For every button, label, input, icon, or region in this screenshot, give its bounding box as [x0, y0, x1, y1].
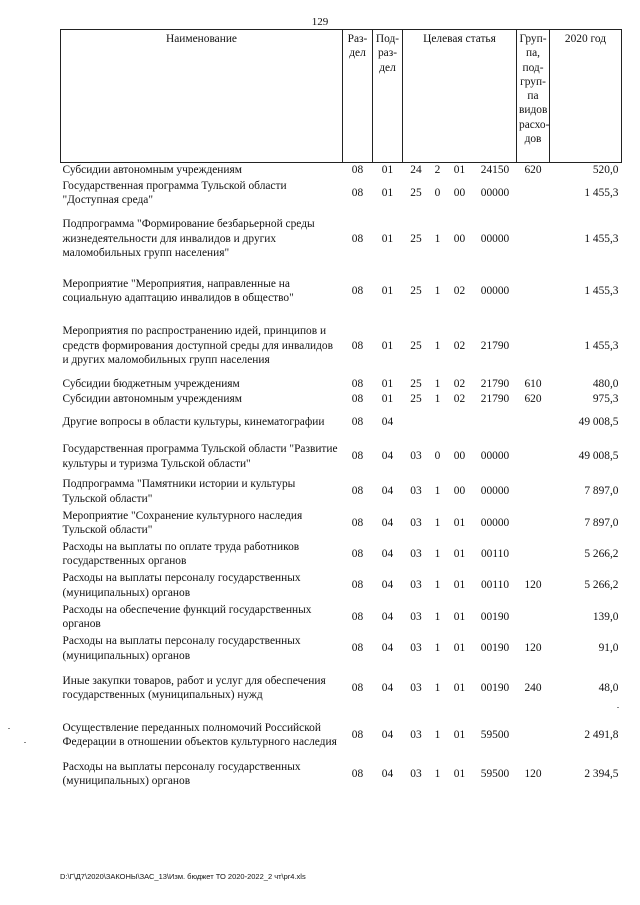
row-direction: 00110	[480, 579, 510, 592]
row-subprogram: 1	[434, 378, 441, 391]
row-name: Субсидии автономным учреждениям	[62, 164, 242, 176]
row-program: 03	[410, 547, 422, 560]
row-section: 08	[351, 681, 364, 694]
row-subprogram: 1	[434, 547, 441, 560]
row-subprogram: 1	[434, 485, 441, 498]
table-row	[61, 377, 622, 391]
row-direction: 00000	[480, 285, 510, 298]
row-direction: 00000	[480, 187, 510, 200]
scan-artifact	[617, 707, 619, 708]
row-group	[517, 177, 550, 209]
row-name: Государственная программа Тульской области "Развитие культуры и туризма Тульской области"	[62, 443, 338, 470]
row-name: Иные закупки товаров, работ и услуг для обеспечения государственных (муниципальных) нужд	[62, 674, 326, 701]
row-section: 08	[351, 339, 364, 352]
row-event: 01	[453, 681, 466, 694]
row-group	[517, 438, 550, 476]
row-subprogram: 1	[434, 392, 441, 405]
row-group	[517, 407, 550, 438]
row-program: 03	[410, 579, 422, 592]
table-row	[61, 712, 622, 759]
row-section: 08	[351, 392, 364, 405]
row-direction: 00190	[480, 610, 510, 623]
row-program: 25	[410, 339, 422, 352]
table-row	[61, 759, 622, 790]
row-name: Расходы на выплаты персоналу государственных (муниципальных) органов	[62, 572, 301, 599]
row-group: 120	[524, 579, 542, 592]
row-program: 24	[410, 164, 422, 176]
row-name: Осуществление переданных полномочий Российской Федерации в отношении объектов культурного наследия	[62, 721, 337, 748]
row-name: Расходы на выплаты по оплате труда работников государственных органов	[62, 540, 300, 567]
row-amount: 480,0	[592, 378, 619, 391]
row-direction: 21790	[480, 339, 510, 352]
row-subsection: 04	[381, 642, 394, 655]
row-subsection: 04	[381, 610, 394, 623]
row-event: 01	[453, 610, 466, 623]
table-row	[61, 539, 622, 570]
row-section: 08	[351, 642, 364, 655]
scan-artifact	[8, 728, 10, 729]
row-name: Субсидии автономным учреждениям	[62, 392, 242, 405]
row-section: 08	[351, 579, 364, 592]
table-row	[61, 268, 622, 314]
row-direction: 00190	[480, 681, 510, 694]
header-year: 2020 год	[550, 30, 622, 163]
row-direction: 00000	[480, 450, 510, 463]
table-body	[61, 163, 622, 790]
row-program: 25	[410, 285, 422, 298]
table-row	[61, 314, 622, 377]
footer-file-path: D:\Г\Д7\2020\ЗАКОНЫ\ЗАС_13\Изм. бюджет ТО 2020-2022_2 чт\pr4.xls	[60, 872, 306, 881]
row-name: Другие вопросы в области культуры, кинематографии	[62, 415, 325, 428]
row-name: Подпрограмма "Памятники истории и культуры Тульской области"	[62, 478, 296, 505]
row-subprogram: 1	[434, 339, 441, 352]
row-name: Расходы на обеспечение функций государственных органов	[62, 603, 312, 630]
row-section: 08	[351, 232, 364, 245]
row-subprogram: 1	[434, 610, 441, 623]
table-row	[61, 177, 622, 209]
row-subsection: 01	[381, 392, 394, 405]
header-group: Груп- па, под- груп- па видов расхо- дов	[517, 30, 550, 163]
row-subsection: 01	[381, 187, 394, 200]
row-group	[517, 602, 550, 633]
table-header-row	[61, 30, 622, 163]
row-section: 08	[351, 485, 364, 498]
row-name: Подпрограмма "Формирование безбарьерной среды жизнедеятельности для инвалидов и других маломобильных групп населения"	[62, 218, 315, 259]
row-group: 120	[524, 767, 542, 780]
row-subprogram: 1	[434, 579, 441, 592]
row-program: 03	[410, 516, 422, 529]
row-direction: 00110	[480, 547, 510, 560]
row-event: 01	[453, 547, 466, 560]
row-program: 25	[410, 392, 422, 405]
table-row	[61, 209, 622, 268]
row-group	[517, 209, 550, 268]
row-subsection: 01	[381, 378, 394, 391]
row-name: Субсидии бюджетным учреждениям	[62, 378, 240, 391]
row-program: 03	[410, 642, 422, 655]
row-section: 08	[351, 547, 364, 560]
row-subsection: 04	[381, 728, 394, 741]
row-event	[446, 407, 474, 438]
row-program: 25	[410, 232, 422, 245]
row-amount: 1 455,3	[584, 187, 619, 200]
row-amount: 520,0	[592, 164, 619, 176]
row-direction: 00000	[480, 516, 510, 529]
row-section: 08	[351, 187, 364, 200]
row-subsection: 04	[381, 450, 394, 463]
row-event: 01	[453, 642, 466, 655]
table-row	[61, 163, 622, 178]
row-subprogram: 1	[434, 767, 441, 780]
row-section: 08	[351, 415, 364, 428]
row-group: 120	[524, 642, 542, 655]
header-target-item: Целевая статья	[403, 30, 517, 163]
row-section: 08	[351, 450, 364, 463]
row-program: 25	[410, 378, 422, 391]
row-subsection: 04	[381, 485, 394, 498]
row-amount: 139,0	[592, 610, 619, 623]
row-amount: 1 455,3	[584, 339, 619, 352]
row-subprogram: 2	[434, 164, 441, 176]
row-program: 03	[410, 681, 422, 694]
budget-table	[60, 29, 622, 790]
row-program: 03	[410, 485, 422, 498]
row-subsection: 01	[381, 339, 394, 352]
row-section: 08	[351, 378, 364, 391]
row-section: 08	[351, 728, 364, 741]
row-subprogram: 1	[434, 232, 441, 245]
table-row	[61, 392, 622, 407]
scan-artifact	[24, 742, 26, 743]
table-row	[61, 476, 622, 508]
row-event: 00	[453, 232, 466, 245]
row-name: Расходы на выплаты персоналу государственных (муниципальных) органов	[62, 760, 301, 787]
row-amount: 7 897,0	[584, 485, 619, 498]
row-program	[403, 407, 430, 438]
row-event: 02	[453, 339, 466, 352]
row-direction: 59500	[480, 767, 510, 780]
row-amount: 48,0	[598, 681, 619, 694]
row-amount: 91,0	[598, 642, 619, 655]
row-subsection: 04	[381, 767, 394, 780]
row-amount: 1 455,3	[584, 232, 619, 245]
row-group	[517, 314, 550, 377]
row-event: 01	[453, 767, 466, 780]
row-event: 00	[453, 187, 466, 200]
row-program: 03	[410, 610, 422, 623]
row-name: Расходы на выплаты персоналу государственных (муниципальных) органов	[62, 635, 301, 662]
row-subsection: 01	[381, 232, 394, 245]
row-name: Мероприятие "Сохранение культурного наследия Тульской области"	[62, 509, 303, 536]
page-number: 129	[311, 16, 329, 28]
table-row	[61, 407, 622, 438]
row-direction	[474, 407, 517, 438]
header-section: Раз- дел	[343, 30, 373, 163]
row-subprogram: 0	[434, 450, 441, 463]
row-group	[517, 268, 550, 314]
row-amount: 5 266,2	[584, 547, 619, 560]
row-amount: 49 008,5	[578, 415, 619, 428]
row-subprogram	[430, 407, 446, 438]
row-section: 08	[351, 610, 364, 623]
row-subsection: 01	[381, 285, 394, 298]
row-group	[517, 508, 550, 539]
row-amount: 1 455,3	[584, 285, 619, 298]
table-row	[61, 665, 622, 712]
row-subsection: 04	[381, 516, 394, 529]
row-group	[517, 712, 550, 759]
row-group	[517, 539, 550, 570]
row-direction: 00000	[480, 485, 510, 498]
row-direction: 00000	[480, 232, 510, 245]
row-amount: 2 394,5	[584, 767, 619, 780]
table-row	[61, 602, 622, 633]
row-event: 01	[453, 516, 466, 529]
row-amount: 975,3	[592, 392, 619, 405]
row-program: 03	[410, 767, 422, 780]
row-subprogram: 0	[434, 187, 441, 200]
row-event: 00	[453, 485, 466, 498]
row-event: 01	[453, 579, 466, 592]
row-amount: 49 008,5	[578, 450, 619, 463]
row-event: 00	[453, 450, 466, 463]
row-group: 240	[524, 681, 542, 694]
row-subsection: 04	[381, 547, 394, 560]
header-name: Наименование	[61, 30, 343, 163]
row-subprogram: 1	[434, 642, 441, 655]
row-program: 03	[410, 728, 422, 741]
row-name: Мероприятие "Мероприятия, направленные на социальную адаптацию инвалидов в общество"	[62, 278, 294, 305]
row-subsection: 04	[381, 579, 394, 592]
row-program: 03	[410, 450, 422, 463]
row-program: 25	[410, 187, 422, 200]
row-event: 02	[453, 378, 466, 391]
table-row	[61, 570, 622, 602]
row-group: 620	[524, 164, 542, 176]
row-group	[517, 476, 550, 508]
row-event: 01	[453, 728, 466, 741]
table-row	[61, 508, 622, 539]
row-section: 08	[351, 516, 364, 529]
row-amount: 7 897,0	[584, 516, 619, 529]
row-direction: 24150	[480, 164, 510, 176]
row-group: 620	[524, 392, 542, 405]
row-direction: 59500	[480, 728, 510, 741]
row-subsection: 01	[381, 164, 394, 176]
row-direction: 21790	[480, 392, 510, 405]
row-group: 610	[524, 378, 542, 391]
row-section: 08	[351, 285, 364, 298]
row-subprogram: 1	[434, 285, 441, 298]
row-subprogram: 1	[434, 681, 441, 694]
row-amount: 2 491,8	[584, 728, 619, 741]
row-subsection: 04	[381, 681, 394, 694]
row-subsection: 04	[381, 415, 394, 428]
row-event: 02	[453, 392, 466, 405]
row-amount: 5 266,2	[584, 579, 619, 592]
row-direction: 00190	[480, 642, 510, 655]
row-event: 02	[453, 285, 466, 298]
row-name: Государственная программа Тульской области "Доступная среда"	[62, 180, 287, 207]
row-direction: 21790	[480, 378, 510, 391]
row-section: 08	[351, 164, 364, 176]
table-row	[61, 438, 622, 476]
row-section: 08	[351, 767, 364, 780]
row-subprogram: 1	[434, 516, 441, 529]
table-row	[61, 633, 622, 665]
row-name: Мероприятия по распространению идей, принципов и средств формирования доступной среды для инвалидов и других маломобильных групп населения	[62, 325, 333, 366]
row-subprogram: 1	[434, 728, 441, 741]
header-subsection: Под- раз- дел	[373, 30, 403, 163]
row-event: 01	[453, 164, 466, 176]
